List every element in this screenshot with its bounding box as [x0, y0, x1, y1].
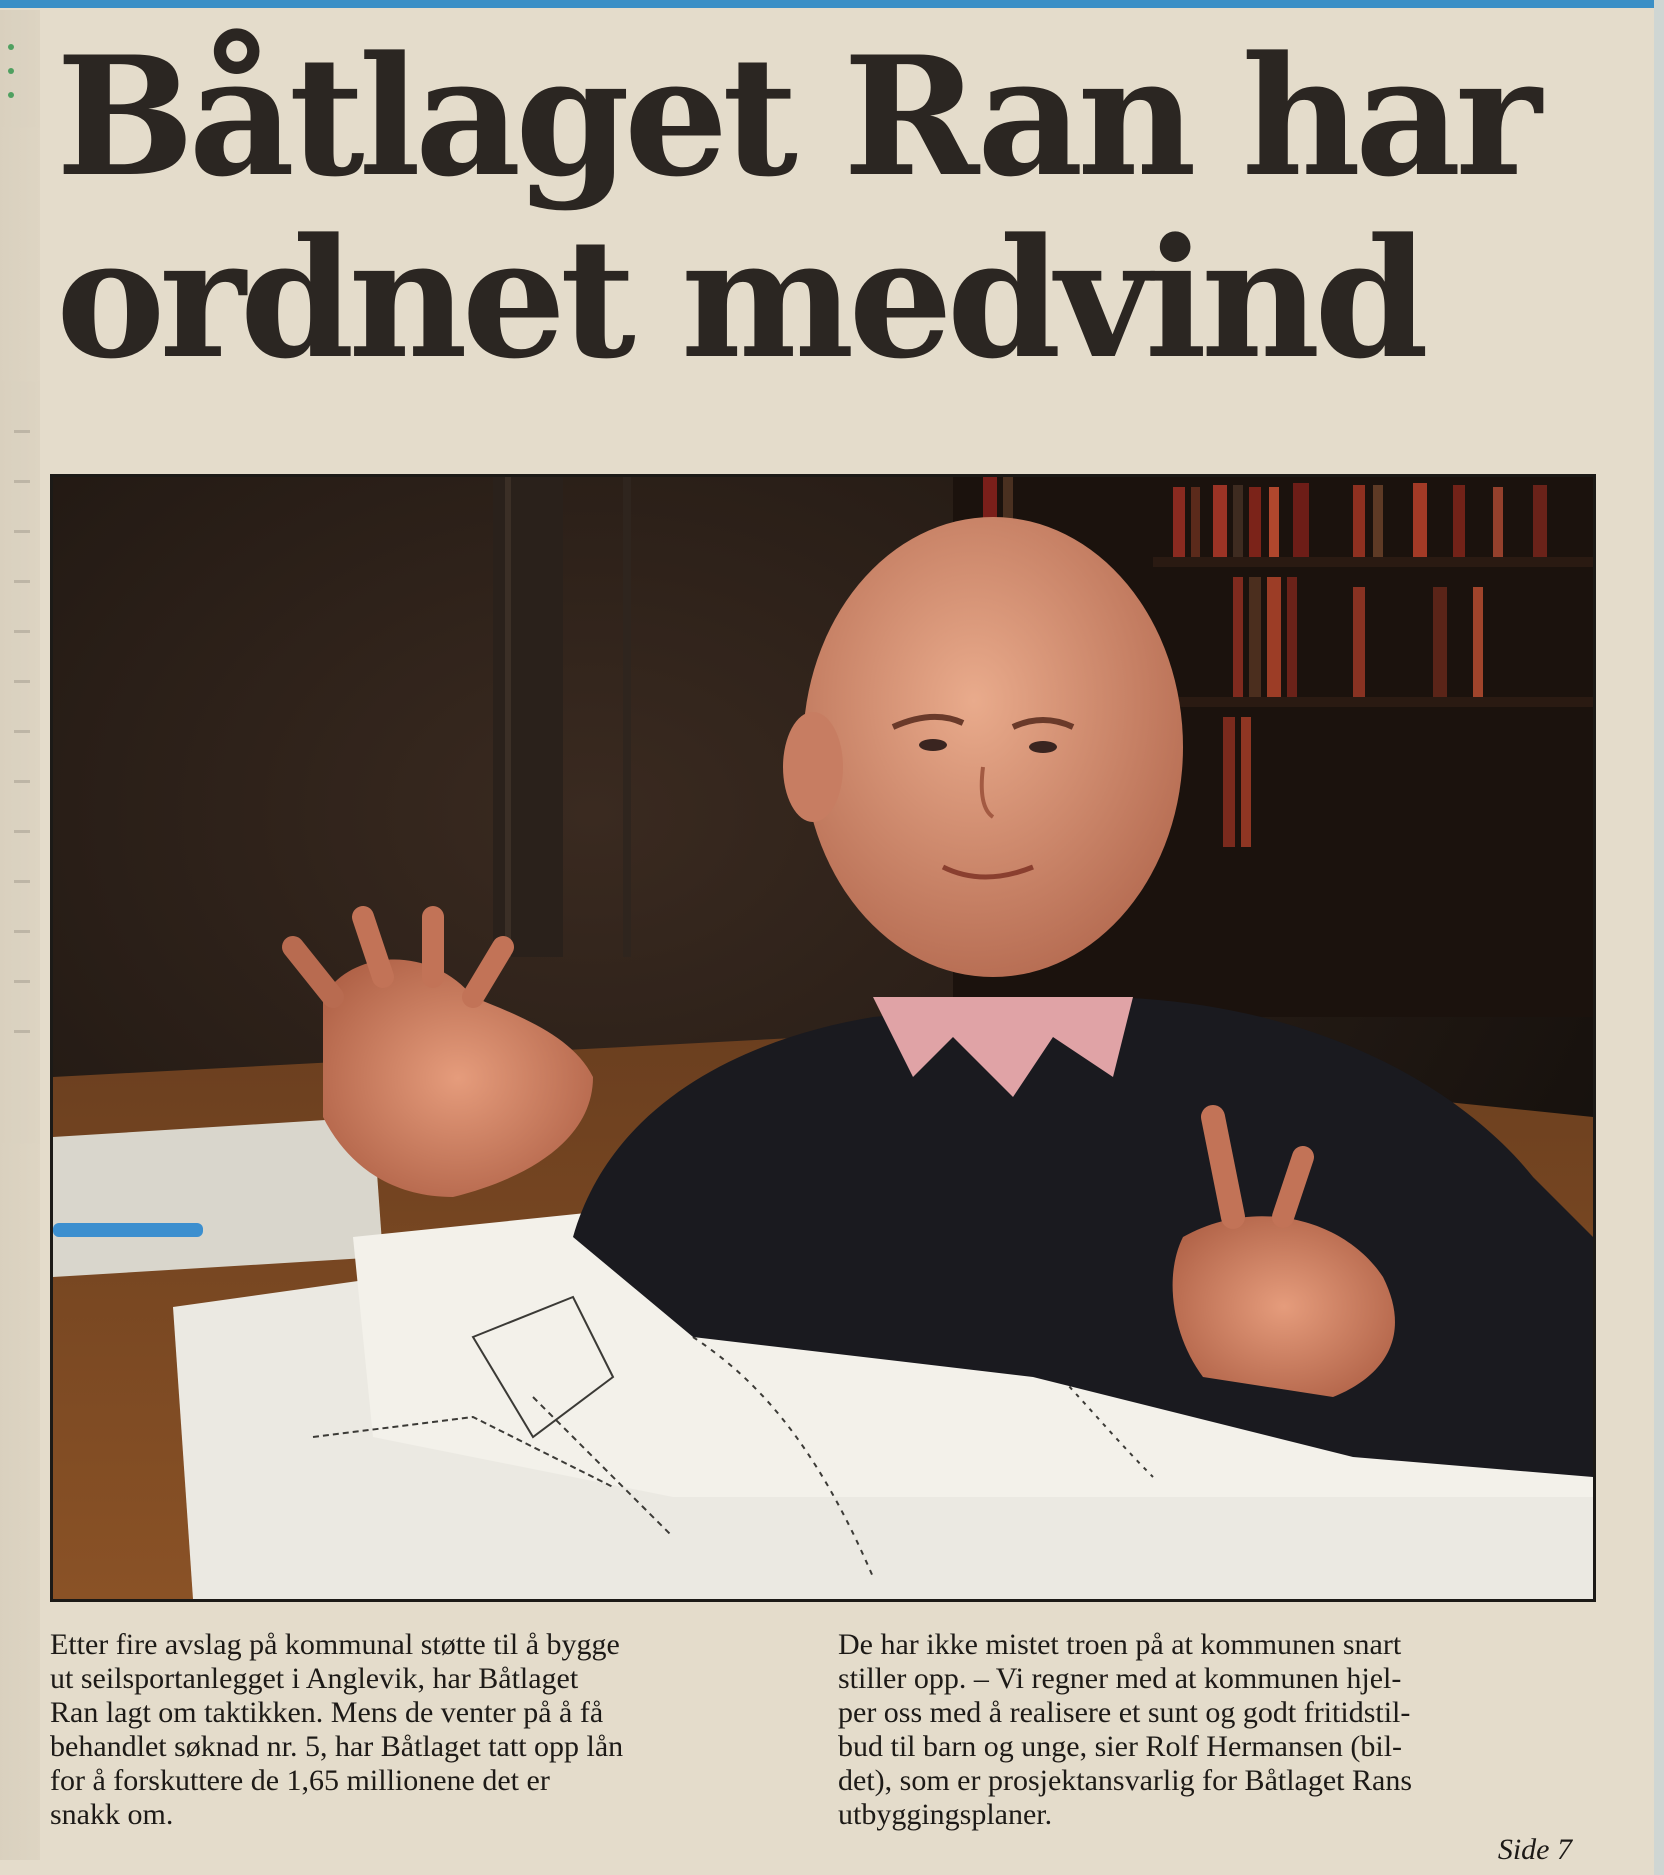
caption-line: ut seilsportanlegget i Anglevik, har Båtlaget — [50, 1662, 579, 1695]
bleed-text-fragment — [14, 530, 30, 533]
top-color-rule — [0, 0, 1664, 8]
bleed-dot — [8, 44, 14, 50]
headline-line-1: Båtlaget Ran har — [56, 20, 1536, 213]
paper-stack-left — [53, 1117, 383, 1277]
caption-line: Etter fire avslag på kommunal støtte til å bygge — [50, 1628, 620, 1661]
adjacent-column-bleed — [0, 10, 40, 1860]
page-reference: Side 7 — [1497, 1833, 1572, 1866]
caption-line: bud til barn og unge, sier Rolf Hermansen (bil- — [838, 1730, 1403, 1763]
caption-left-column — [50, 1628, 798, 1832]
caption-line: stiller opp. – Vi regner med at kommunen hjel- — [838, 1662, 1402, 1695]
headline-line-2: ordnet medvind — [56, 202, 1423, 395]
caption-line: De har ikke mistet troen på at kommunen snart — [838, 1628, 1402, 1661]
bleed-text-fragment — [14, 680, 30, 683]
caption-line: snakk om. — [50, 1798, 174, 1831]
bleed-text-fragment — [14, 830, 30, 833]
caption-line: det), som er prosjektansvarlig for Båtlaget Rans — [838, 1764, 1413, 1797]
caption-line: utbyggingsplaner. — [838, 1798, 1053, 1831]
caption-right-column — [838, 1628, 1586, 1832]
page-edge — [1654, 0, 1664, 1875]
bleed-text-fragment — [14, 430, 30, 433]
photo-illustration — [53, 477, 1593, 1599]
bleed-dot — [8, 92, 14, 98]
article-photo — [50, 474, 1596, 1602]
caption-line: for å forskuttere de 1,65 millionene det er — [50, 1764, 550, 1797]
bleed-text-fragment — [14, 480, 30, 483]
bleed-text-fragment — [14, 580, 30, 583]
bleed-text-fragment — [14, 980, 30, 983]
bleed-dot — [8, 68, 14, 74]
bleed-text-fragment — [14, 730, 30, 733]
bleed-text-fragment — [14, 1030, 30, 1033]
article-headline — [56, 20, 1616, 395]
bleed-text-fragment — [14, 880, 30, 883]
caption-line: Ran lagt om taktikken. Mens de venter på å få — [50, 1696, 604, 1729]
caption-line: per oss med å realisere et sunt og godt fritidstil- — [838, 1696, 1411, 1729]
bleed-text-fragment — [14, 930, 30, 933]
bleed-text-fragment — [14, 630, 30, 633]
caption-line: behandlet søknad nr. 5, har Båtlaget tatt opp lån — [50, 1730, 624, 1763]
bleed-text-fragment — [14, 780, 30, 783]
